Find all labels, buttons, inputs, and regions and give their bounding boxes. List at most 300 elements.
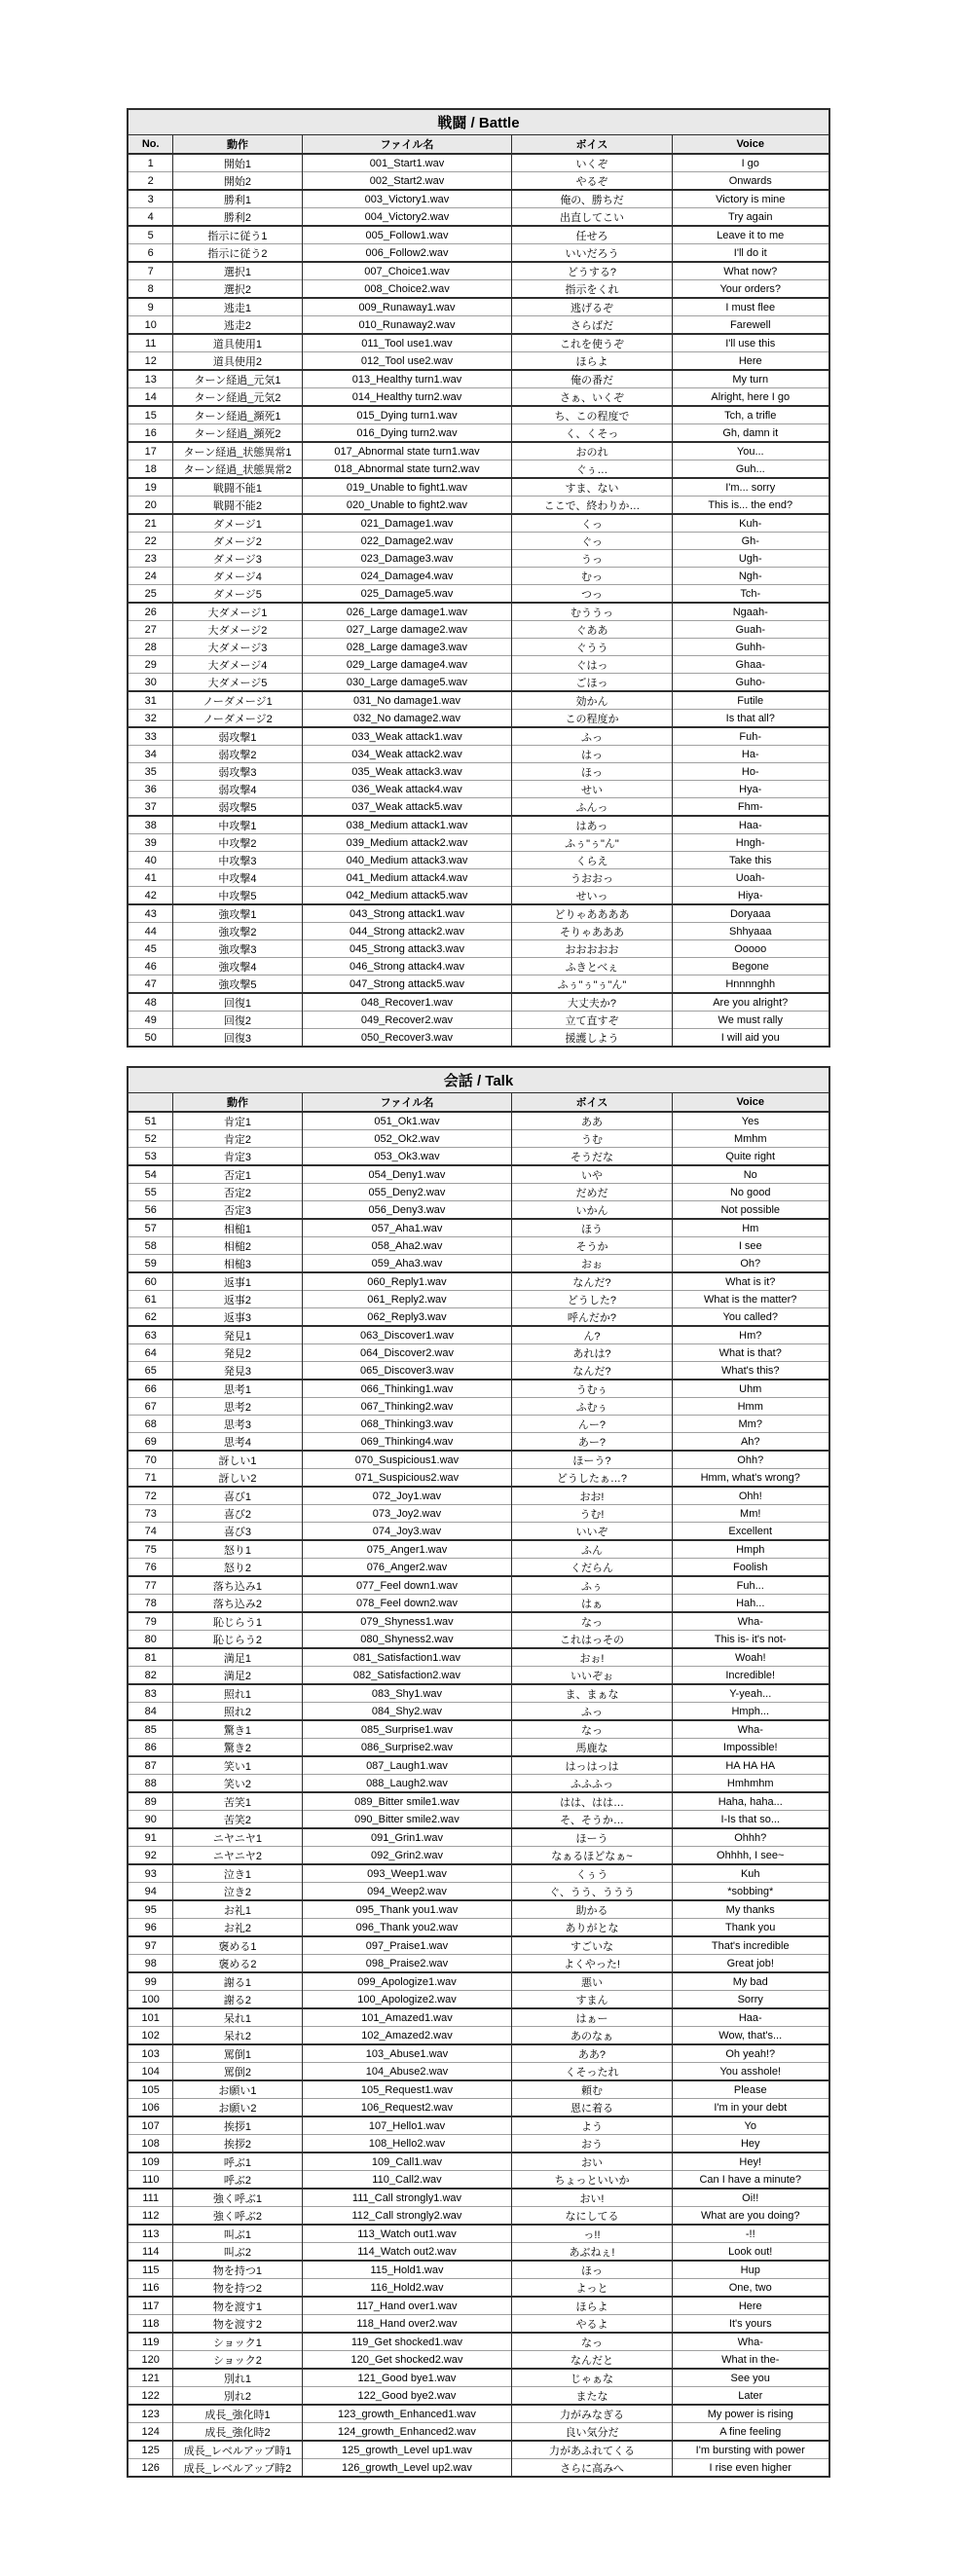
cell-filename: 080_Shyness2.wav <box>302 1631 511 1649</box>
cell-voice-jp: 大丈夫か? <box>511 993 672 1012</box>
battle-table-body <box>128 154 828 1047</box>
cell-no: 38 <box>144 819 157 831</box>
cell-no: 113 <box>141 2227 160 2240</box>
cell-filename: 061_Reply2.wav <box>302 1291 511 1308</box>
table-row <box>128 1272 828 1291</box>
cell-action: 苦笑2 <box>172 1811 302 1829</box>
cell-filename: 096_Thank you2.wav <box>302 1919 511 1937</box>
cell-voice-jp: むううっ <box>511 603 672 621</box>
cell-no: 62 <box>128 1308 172 1327</box>
cell-filename: 008_Choice2.wav <box>302 280 511 299</box>
cell-action: 呼ぶ2 <box>172 2171 302 2190</box>
cell-voice-en: Later <box>672 2387 828 2406</box>
table-row <box>128 834 828 852</box>
cell-no: 63 <box>144 1329 157 1342</box>
table-row <box>128 568 828 585</box>
cell-voice-jp: ああ <box>511 1112 672 1130</box>
table-row <box>128 1900 828 1919</box>
cell-voice-jp: 効かん <box>511 691 672 710</box>
cell-no: 40 <box>128 852 172 869</box>
cell-voice-jp: いや <box>511 1165 672 1184</box>
cell-filename: 041_Medium attack4.wav <box>302 869 511 887</box>
talk-voice-table <box>127 1066 829 2478</box>
cell-voice-jp: くだらん <box>511 1559 672 1577</box>
table-row <box>128 1201 828 1220</box>
cell-voice-en: Great job! <box>672 1955 828 1973</box>
cell-voice-jp: おおおおお <box>511 940 672 958</box>
cell-filename: 027_Large damage2.wav <box>302 621 511 639</box>
cell-voice-jp: ああ? <box>511 2044 672 2063</box>
cell-voice-jp: ちょっといいか <box>511 2171 672 2190</box>
cell-voice-en: This is- it's not- <box>672 1631 828 1649</box>
cell-voice-en: Hmph <box>672 1540 828 1559</box>
cell-filename: 082_Satisfaction2.wav <box>302 1667 511 1685</box>
cell-voice-en: Mm? <box>672 1416 828 1433</box>
cell-no: 82 <box>128 1667 172 1685</box>
cell-filename: 085_Surprise1.wav <box>302 1720 511 1739</box>
cell-action: 叫ぶ1 <box>172 2225 302 2243</box>
table-row <box>128 1936 828 1955</box>
cell-no: 53 <box>128 1148 172 1166</box>
cell-voice-jp: 逃げるぞ <box>511 298 672 316</box>
table-row <box>128 1648 828 1667</box>
cell-voice-en: Wha- <box>672 1720 828 1739</box>
cell-no: 33 <box>144 730 157 743</box>
cell-no: 39 <box>128 834 172 852</box>
cell-action: 指示に従う1 <box>172 226 302 244</box>
cell-voice-jp: うおおっ <box>511 869 672 887</box>
cell-action: ニヤニヤ2 <box>172 1847 302 1865</box>
cell-voice-en: My power is rising <box>672 2405 828 2423</box>
cell-voice-jp: おう <box>511 2135 672 2153</box>
cell-no: 29 <box>128 656 172 674</box>
cell-action: ターン経過_元気2 <box>172 388 302 407</box>
cell-action: 驚き2 <box>172 1739 302 1757</box>
cell-voice-en: No <box>672 1165 828 1184</box>
table-row <box>128 352 828 371</box>
table-row <box>128 1828 828 1847</box>
cell-action: 大ダメージ5 <box>172 674 302 692</box>
cell-no: 101 <box>141 2011 160 2024</box>
cell-voice-en: Excellent <box>672 1523 828 1541</box>
cell-filename: 091_Grin1.wav <box>302 1828 511 1847</box>
cell-action: 選択2 <box>172 280 302 299</box>
cell-voice-en: What now? <box>672 262 828 280</box>
table-row <box>128 442 828 460</box>
cell-filename: 066_Thinking1.wav <box>302 1380 511 1398</box>
cell-action: 満足2 <box>172 1667 302 1685</box>
cell-filename: 119_Get shocked1.wav <box>302 2333 511 2351</box>
cell-voice-en: Hmph... <box>672 1703 828 1721</box>
cell-voice-jp: ぐぅ… <box>511 460 672 479</box>
cell-filename: 022_Damage2.wav <box>302 533 511 550</box>
cell-action: 挨拶1 <box>172 2116 302 2135</box>
cell-voice-en: Ohh! <box>672 1487 828 1505</box>
cell-no: 117 <box>141 2300 160 2312</box>
cell-action: ダメージ4 <box>172 568 302 585</box>
cell-no: 116 <box>128 2279 172 2298</box>
cell-action: ターン経過_元気1 <box>172 370 302 388</box>
cell-voice-jp: ほっ <box>511 2261 672 2279</box>
cell-voice-jp: 任せろ <box>511 226 672 244</box>
cell-action: 謝る2 <box>172 1991 302 2009</box>
table-row <box>128 1398 828 1416</box>
cell-no: 107 <box>141 2119 160 2132</box>
cell-voice-en: What are you doing? <box>672 2207 828 2226</box>
cell-action: 発見2 <box>172 1344 302 1362</box>
table-row <box>128 316 828 335</box>
cell-no: 84 <box>128 1703 172 1721</box>
table-row <box>128 2279 828 2298</box>
cell-action: 戦闘不能1 <box>172 478 302 497</box>
cell-action: 照れ1 <box>172 1684 302 1703</box>
cell-voice-en: That's incredible <box>672 1936 828 1955</box>
cell-filename: 015_Dying turn1.wav <box>302 406 511 424</box>
cell-action: 選択1 <box>172 262 302 280</box>
cell-voice-en: One, two <box>672 2279 828 2298</box>
cell-voice-en: Try again <box>672 208 828 227</box>
cell-filename: 073_Joy2.wav <box>302 1505 511 1523</box>
cell-voice-jp: ふっ <box>511 727 672 746</box>
cell-filename: 018_Abnormal state turn2.wav <box>302 460 511 479</box>
cell-voice-jp: ほーう? <box>511 1451 672 1469</box>
cell-filename: 010_Runaway2.wav <box>302 316 511 335</box>
table-row <box>128 1451 828 1469</box>
cell-no: 88 <box>128 1775 172 1793</box>
cell-filename: 011_Tool use1.wav <box>302 334 511 352</box>
cell-no: 34 <box>128 746 172 763</box>
cell-voice-jp: なにしてる <box>511 2207 672 2226</box>
cell-voice-en: Kuh <box>672 1864 828 1883</box>
table-row <box>128 674 828 692</box>
cell-filename: 124_growth_Enhanced2.wav <box>302 2423 511 2442</box>
cell-action: 道具使用2 <box>172 352 302 371</box>
cell-filename: 026_Large damage1.wav <box>302 603 511 621</box>
cell-no: 87 <box>144 1759 157 1772</box>
cell-voice-jp: く、くそっ <box>511 424 672 443</box>
table-row <box>128 2189 828 2207</box>
cell-filename: 078_Feel down2.wav <box>302 1595 511 1613</box>
table-row <box>128 262 828 280</box>
cell-filename: 099_Apologize1.wav <box>302 1972 511 1991</box>
cell-voice-en: Victory is mine <box>672 190 828 208</box>
cell-action: ターン経過_瀕死2 <box>172 424 302 443</box>
cell-voice-jp: ほっ <box>511 763 672 781</box>
table-row <box>128 2261 828 2279</box>
cell-no: 70 <box>144 1454 157 1466</box>
cell-voice-en: Incredible! <box>672 1667 828 1685</box>
cell-voice-jp: くそったれ <box>511 2063 672 2081</box>
cell-filename: 123_growth_Enhanced1.wav <box>302 2405 511 2423</box>
cell-no: 99 <box>144 1975 157 1988</box>
cell-action: 否定2 <box>172 1184 302 1201</box>
cell-voice-jp: 援護しよう <box>511 1029 672 1048</box>
cell-filename: 115_Hold1.wav <box>302 2261 511 2279</box>
table-row <box>128 2099 828 2117</box>
cell-action: 相槌2 <box>172 1237 302 1255</box>
cell-no: 54 <box>144 1168 157 1181</box>
cell-voice-en: HA HA HA <box>672 1756 828 1775</box>
column-header-action: 動作 <box>172 1093 302 1113</box>
cell-no: 9 <box>147 301 154 313</box>
table-row <box>128 887 828 905</box>
cell-action: 弱攻撃3 <box>172 763 302 781</box>
cell-voice-jp: 俺の番だ <box>511 370 672 388</box>
cell-no: 49 <box>128 1012 172 1029</box>
table-row <box>128 585 828 604</box>
cell-voice-en: What is the matter? <box>672 1291 828 1308</box>
cell-voice-en: My turn <box>672 370 828 388</box>
cell-voice-en: Haa- <box>672 2008 828 2027</box>
cell-voice-en: Ha- <box>672 746 828 763</box>
cell-voice-en: Mmhm <box>672 1130 828 1148</box>
cell-no: 75 <box>144 1543 157 1556</box>
table-row <box>128 869 828 887</box>
table-row <box>128 1505 828 1523</box>
cell-no: 55 <box>128 1184 172 1201</box>
cell-action: 逃走1 <box>172 298 302 316</box>
cell-action: 物を渡す1 <box>172 2297 302 2315</box>
cell-voice-en: Quite right <box>672 1148 828 1166</box>
cell-voice-jp: よくやった! <box>511 1955 672 1973</box>
cell-action: 成長_レベルアップ時2 <box>172 2459 302 2478</box>
cell-no: 126 <box>128 2459 172 2478</box>
cell-voice-jp: ありがとな <box>511 1919 672 1937</box>
table-row <box>128 154 828 172</box>
cell-filename: 089_Bitter smile1.wav <box>302 1792 511 1811</box>
cell-filename: 046_Strong attack4.wav <box>302 958 511 975</box>
cell-filename: 114_Watch out2.wav <box>302 2243 511 2262</box>
table-row <box>128 1165 828 1184</box>
cell-filename: 084_Shy2.wav <box>302 1703 511 1721</box>
table-row <box>128 1487 828 1505</box>
cell-no: 80 <box>128 1631 172 1649</box>
cell-voice-en: I'll do it <box>672 244 828 263</box>
cell-no: 15 <box>144 409 157 422</box>
table-row <box>128 940 828 958</box>
cell-no: 61 <box>128 1291 172 1308</box>
cell-voice-jp: すまん <box>511 1991 672 2009</box>
cell-voice-jp: さらばだ <box>511 316 672 335</box>
cell-voice-en: Hngh- <box>672 834 828 852</box>
table-row <box>128 975 828 994</box>
cell-voice-jp: あぶねぇ! <box>511 2243 672 2262</box>
table-row <box>128 334 828 352</box>
cell-voice-en: Ugh- <box>672 550 828 568</box>
cell-voice-en: You... <box>672 442 828 460</box>
cell-voice-jp: そうだな <box>511 1148 672 1166</box>
cell-action: 戦闘不能2 <box>172 497 302 515</box>
cell-action: 別れ2 <box>172 2387 302 2406</box>
cell-voice-en: Hey! <box>672 2153 828 2171</box>
cell-filename: 094_Weep2.wav <box>302 1883 511 1901</box>
cell-action: 喜び1 <box>172 1487 302 1505</box>
table-row <box>128 1540 828 1559</box>
cell-voice-en: Gh, damn it <box>672 424 828 443</box>
table-row <box>128 388 828 407</box>
cell-voice-en: Ohh? <box>672 1451 828 1469</box>
cell-action: 罵倒1 <box>172 2044 302 2063</box>
cell-filename: 053_Ok3.wav <box>302 1148 511 1166</box>
cell-voice-jp: はは、はは… <box>511 1792 672 1811</box>
cell-no: 91 <box>144 1831 157 1844</box>
cell-voice-jp: すま、ない <box>511 478 672 497</box>
cell-filename: 071_Suspicious2.wav <box>302 1469 511 1488</box>
table-row <box>128 1255 828 1273</box>
cell-action: お願い2 <box>172 2099 302 2117</box>
cell-voice-en: Futile <box>672 691 828 710</box>
cell-filename: 016_Dying turn2.wav <box>302 424 511 443</box>
table-row <box>128 1991 828 2009</box>
cell-voice-jp: どりゃああああ <box>511 904 672 923</box>
cell-voice-jp: ふふふっ <box>511 1775 672 1793</box>
cell-voice-en: Haa- <box>672 816 828 834</box>
cell-voice-jp: おのれ <box>511 442 672 460</box>
cell-voice-en: I-Is that so... <box>672 1811 828 1829</box>
cell-voice-en: I see <box>672 1237 828 1255</box>
cell-action: ダメージ2 <box>172 533 302 550</box>
cell-action: 思考1 <box>172 1380 302 1398</box>
cell-voice-jp: よっと <box>511 2279 672 2298</box>
cell-no: 35 <box>128 763 172 781</box>
cell-no: 37 <box>128 798 172 817</box>
table-row <box>128 1344 828 1362</box>
table-row <box>128 1684 828 1703</box>
cell-filename: 034_Weak attack2.wav <box>302 746 511 763</box>
cell-voice-jp: ほーう <box>511 1828 672 1847</box>
cell-filename: 113_Watch out1.wav <box>302 2225 511 2243</box>
cell-voice-en: Your orders? <box>672 280 828 299</box>
cell-no: 120 <box>128 2351 172 2370</box>
cell-voice-en: Yes <box>672 1112 828 1130</box>
table-row <box>128 1148 828 1166</box>
cell-filename: 056_Deny3.wav <box>302 1201 511 1220</box>
cell-voice-jp: ふむぅ <box>511 1398 672 1416</box>
cell-filename: 014_Healthy turn2.wav <box>302 388 511 407</box>
cell-action: 笑い2 <box>172 1775 302 1793</box>
cell-action: 褒める2 <box>172 1955 302 1973</box>
table-row <box>128 2153 828 2171</box>
cell-filename: 101_Amazed1.wav <box>302 2008 511 2027</box>
battle-table-header-row <box>128 135 828 155</box>
cell-action: 大ダメージ1 <box>172 603 302 621</box>
cell-filename: 051_Ok1.wav <box>302 1112 511 1130</box>
cell-filename: 049_Recover2.wav <box>302 1012 511 1029</box>
cell-no: 77 <box>144 1579 157 1592</box>
cell-voice-en: Farewell <box>672 316 828 335</box>
cell-voice-jp: はっはっは <box>511 1756 672 1775</box>
table-row <box>128 1308 828 1327</box>
table-row <box>128 533 828 550</box>
cell-no: 57 <box>144 1222 157 1234</box>
cell-filename: 090_Bitter smile2.wav <box>302 1811 511 1829</box>
cell-voice-en: I'm in your debt <box>672 2099 828 2117</box>
cell-action: 回復1 <box>172 993 302 1012</box>
cell-voice-en: I must flee <box>672 298 828 316</box>
cell-voice-jp: なんだ? <box>511 1272 672 1291</box>
cell-filename: 100_Apologize2.wav <box>302 1991 511 2009</box>
cell-filename: 107_Hello1.wav <box>302 2116 511 2135</box>
cell-no: 56 <box>128 1201 172 1220</box>
cell-voice-jp: なっ <box>511 1720 672 1739</box>
cell-voice-jp: 俺の、勝ちだ <box>511 190 672 208</box>
cell-voice-en: Here <box>672 352 828 371</box>
cell-action: 苦笑1 <box>172 1792 302 1811</box>
cell-no: 106 <box>128 2099 172 2117</box>
cell-no: 72 <box>144 1490 157 1502</box>
cell-no: 109 <box>141 2155 160 2168</box>
cell-no: 111 <box>142 2191 160 2204</box>
table-row <box>128 1739 828 1757</box>
cell-action: 強攻撃2 <box>172 923 302 940</box>
cell-filename: 037_Weak attack5.wav <box>302 798 511 817</box>
table-row <box>128 852 828 869</box>
cell-voice-jp: うむ! <box>511 1505 672 1523</box>
cell-no: 4 <box>128 208 172 227</box>
cell-voice-en: Ooooo <box>672 940 828 958</box>
cell-filename: 097_Praise1.wav <box>302 1936 511 1955</box>
table-row <box>128 2225 828 2243</box>
cell-voice-en: Please <box>672 2080 828 2099</box>
cell-action: 落ち込み1 <box>172 1576 302 1595</box>
table-row <box>128 298 828 316</box>
cell-no: 1 <box>147 157 154 169</box>
cell-action: ダメージ3 <box>172 550 302 568</box>
cell-voice-en: Here <box>672 2297 828 2315</box>
cell-no: 66 <box>144 1382 157 1395</box>
cell-voice-jp: ここで、終わりか… <box>511 497 672 515</box>
cell-action: ショック1 <box>172 2333 302 2351</box>
cell-filename: 092_Grin2.wav <box>302 1847 511 1865</box>
table-row <box>128 1720 828 1739</box>
cell-voice-jp: はっ <box>511 746 672 763</box>
talk-table-title-row <box>128 1067 828 1093</box>
table-row <box>128 2405 828 2423</box>
table-row <box>128 1237 828 1255</box>
cell-action: ターン経過_瀕死1 <box>172 406 302 424</box>
cell-voice-jp: 恩に着る <box>511 2099 672 2117</box>
cell-voice-en: Hmm, what's wrong? <box>672 1469 828 1488</box>
cell-voice-en: Foolish <box>672 1559 828 1577</box>
table-row <box>128 1792 828 1811</box>
cell-action: 恥じらう1 <box>172 1612 302 1631</box>
cell-voice-en: My bad <box>672 1972 828 1991</box>
cell-no: 81 <box>144 1651 157 1664</box>
cell-voice-jp: おお! <box>511 1487 672 1505</box>
cell-voice-en: What is it? <box>672 1272 828 1291</box>
cell-voice-jp: ほらよ <box>511 2297 672 2315</box>
table-row <box>128 1631 828 1649</box>
cell-filename: 047_Strong attack5.wav <box>302 975 511 994</box>
cell-voice-jp: じゃぁな <box>511 2369 672 2387</box>
cell-voice-en: What in the- <box>672 2351 828 2370</box>
cell-no: 50 <box>128 1029 172 1048</box>
table-row <box>128 280 828 299</box>
table-row <box>128 1667 828 1685</box>
cell-voice-jp: ぐああ <box>511 621 672 639</box>
cell-voice-en: I'm... sorry <box>672 478 828 497</box>
cell-voice-jp: うむぅ <box>511 1380 672 1398</box>
cell-voice-jp: はぁ <box>511 1595 672 1613</box>
cell-no: 103 <box>141 2047 160 2060</box>
cell-voice-jp: さぁ、いくぞ <box>511 388 672 407</box>
table-row <box>128 2333 828 2351</box>
table-row <box>128 2351 828 2370</box>
cell-no: 123 <box>141 2408 160 2420</box>
cell-no: 28 <box>128 639 172 656</box>
cell-filename: 019_Unable to fight1.wav <box>302 478 511 497</box>
cell-action: 罵倒2 <box>172 2063 302 2081</box>
